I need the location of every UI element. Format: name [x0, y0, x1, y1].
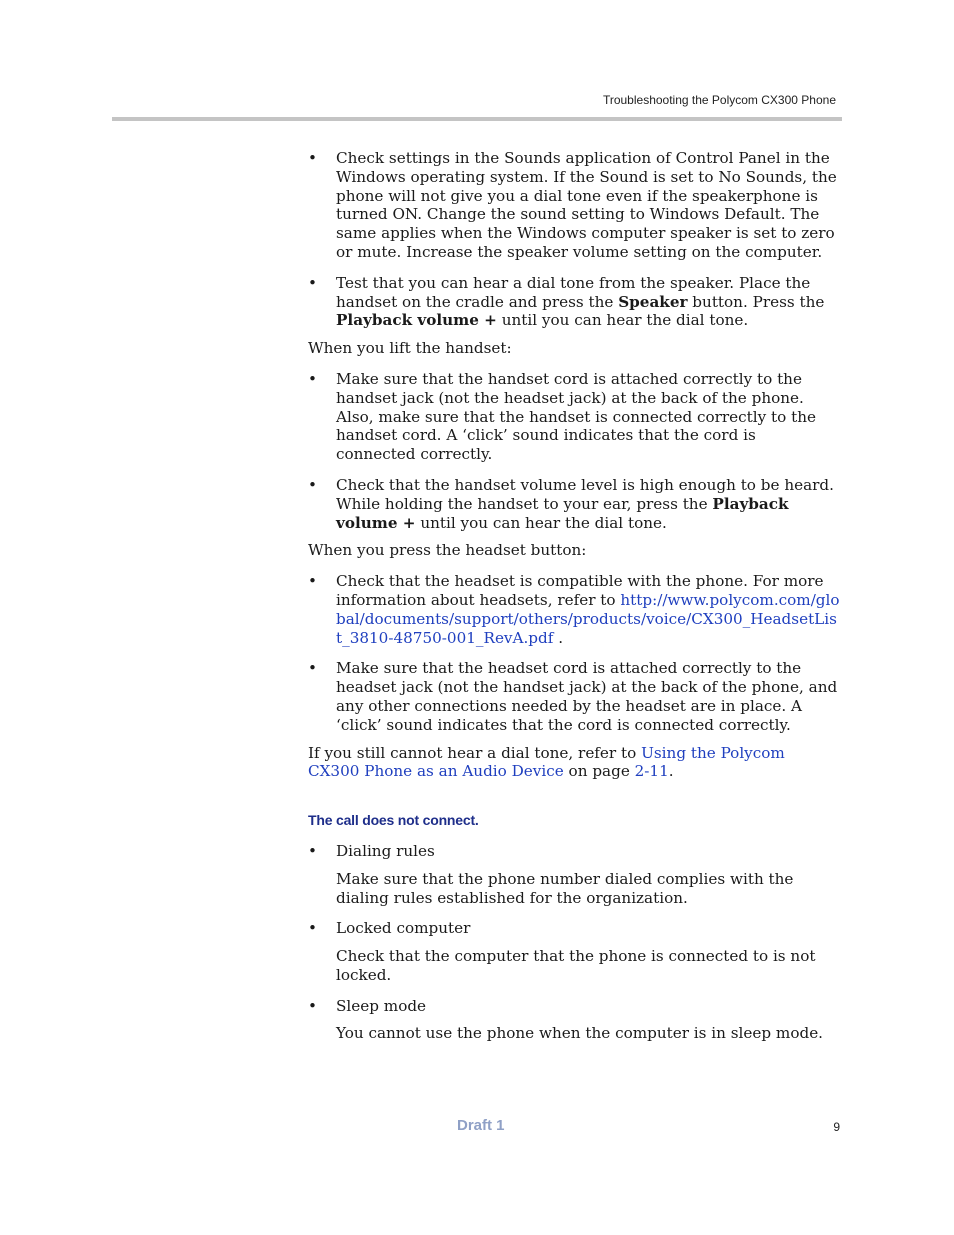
bullet-text: Check settings in the Sounds application of Control Panel in the Windows operating system. If the Sound is set to No Sounds, the phone will not give you a dial tone even if the speakerphone is turned ON. Change the sound setting to Windows Default. The same applies when the Windows computer speaker is set to zero or mute. Increase the speaker volume setting on the computer.	[336, 149, 837, 261]
bullet-test-dial-tone	[308, 274, 840, 330]
headset-list-link[interactable]: http://www.polycom.com/global/documents/support/others/products/voice/CX300_HeadsetList_3810-48750-001_RevA.pdf	[336, 590, 840, 647]
bullet-marker: •	[308, 475, 317, 494]
bullet-text: Make sure that the headset cord is attached correctly to the headset jack (not the handset jack) at the back of the phone, and any other connections needed by the headset are in place. A ‘click’ sound indicates that the cord is connected correctly.	[336, 659, 838, 734]
bullet-text: until you can hear the dial tone.	[415, 513, 667, 532]
running-header: Troubleshooting the Polycom CX300 Phone	[602, 93, 836, 107]
refer-text: .	[668, 762, 674, 781]
bullet-label: Locked computer	[336, 919, 471, 938]
bullet-label: Dialing rules	[336, 841, 435, 860]
audio-device-link[interactable]: Using the Polycom CX300 Phone as an Audio Device	[308, 743, 785, 781]
lift-handset-intro: When you lift the handset:	[308, 339, 512, 358]
bullet-label: Sleep mode	[336, 996, 427, 1015]
bullet-locked-computer	[308, 919, 840, 938]
headset-button-intro: When you press the headset button:	[308, 541, 587, 560]
page-content	[308, 149, 840, 1043]
refer-text: on page	[563, 762, 635, 781]
bullet-headset-compatible	[308, 572, 840, 647]
bullet-text: button. Press the	[687, 292, 825, 311]
bullet-headset-cord	[308, 659, 840, 734]
bullet-marker: •	[308, 369, 317, 388]
bullet-sounds-settings	[308, 149, 840, 262]
page-ref-link[interactable]: 2-11	[634, 762, 669, 781]
speaker-button-ref: Speaker	[618, 292, 688, 311]
dialing-rules-desc: Make sure that the phone number dialed complies with the dialing rules established for the organization.	[336, 869, 794, 907]
bullet-marker: •	[308, 572, 317, 591]
playback-volume-ref: Playback volume +	[336, 494, 789, 532]
bullet-dialing-rules	[308, 842, 840, 861]
section-heading-call-not-connect: The call does not connect.	[308, 812, 479, 829]
playback-volume-ref: Playback volume +	[336, 311, 497, 330]
bullet-marker: •	[308, 919, 317, 938]
bullet-marker: •	[308, 273, 317, 292]
bullet-sleep-mode	[308, 997, 840, 1016]
header-rule	[112, 117, 842, 121]
bullet-marker: •	[308, 149, 317, 167]
bullet-text: Check that the headset is compatible with the phone. For more information about headsets, refer to	[336, 572, 824, 609]
refer-text: If you still cannot hear a dial tone, refer to	[308, 743, 642, 762]
bullet-text: until you can hear the dial tone.	[496, 311, 749, 330]
bullet-handset-volume	[308, 476, 840, 532]
refer-paragraph	[308, 744, 840, 782]
draft-label: Draft 1	[457, 1117, 505, 1134]
sleep-mode-desc: You cannot use the phone when the computer is in sleep mode.	[336, 1024, 824, 1043]
bullet-text: Test that you can hear a dial tone from the speaker. Place the handset on the cradle and press the	[336, 273, 811, 311]
bullet-text: Make sure that the handset cord is attached correctly to the handset jack (not the headset jack) at the back of the phone. Also, make sure that the handset is connected correctly to the handset cord. A ‘click’ sound indicates that the cord is connected correctly.	[336, 369, 816, 464]
locked-computer-desc: Check that the computer that the phone is connected to is not locked.	[336, 947, 816, 984]
bullet-handset-cord	[308, 370, 840, 464]
bullet-text: Check that the handset volume level is high enough to be heard. While holding the handset to your ear, press the	[336, 475, 834, 513]
bullet-marker: •	[308, 659, 317, 678]
bullet-marker: •	[308, 996, 317, 1015]
bullet-marker: •	[308, 841, 317, 860]
bullet-text: .	[553, 628, 564, 647]
page-number: 9	[833, 1120, 840, 1134]
